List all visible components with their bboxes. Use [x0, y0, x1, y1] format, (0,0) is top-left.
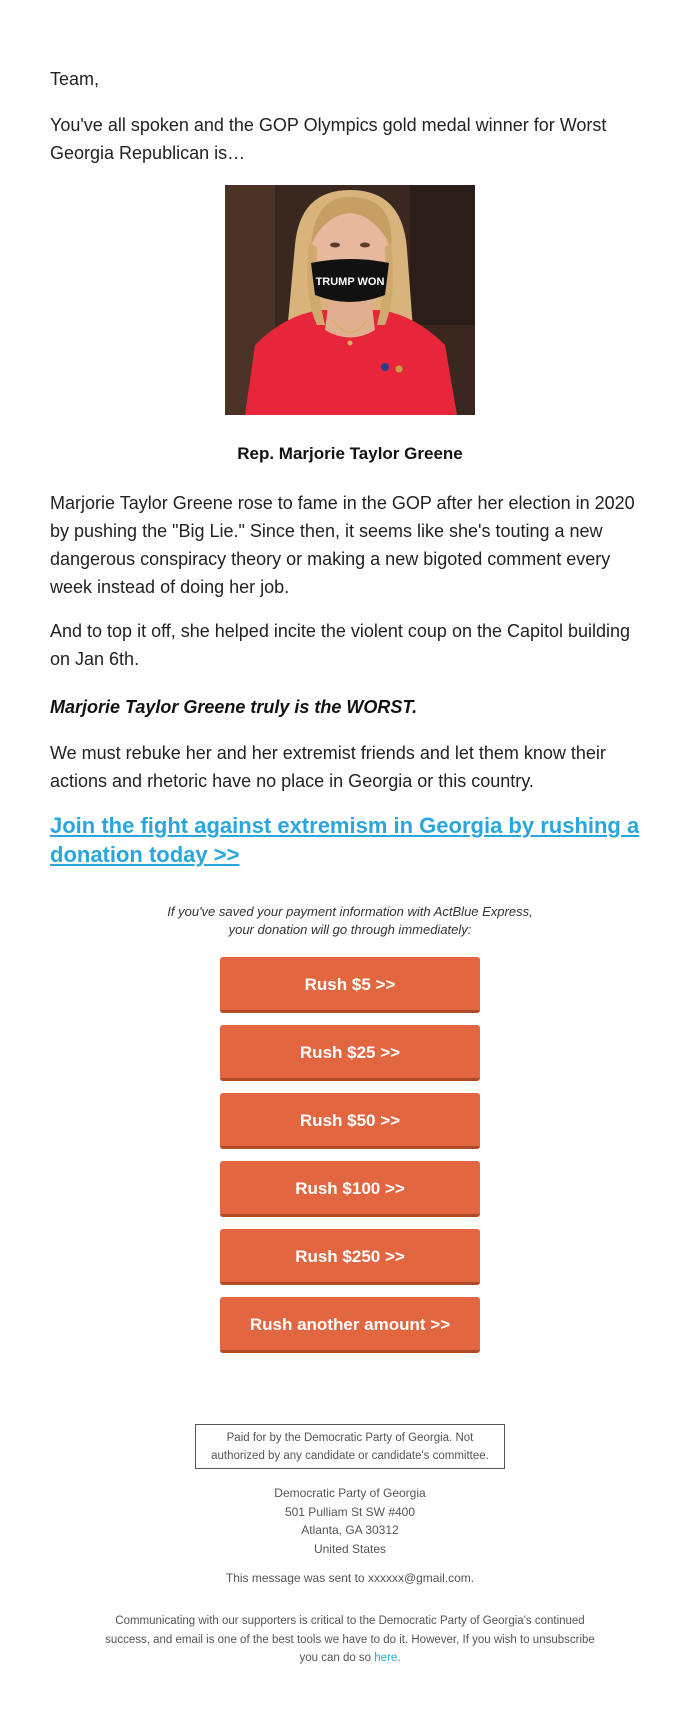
- rush-other-amount-button[interactable]: Rush another amount >>: [220, 1297, 480, 1353]
- address-line: United States: [313, 1541, 387, 1556]
- donate-cta-link[interactable]: Join the fight against extremism in Georgia by rushing a donation today >>: [50, 813, 640, 867]
- unsubscribe-text: Communicating with our supporters is critical to the Democratic Party of Georgia's continued success, and email is one of the best tools we have to do it. However, If you wish to unsubscribe you can do so: [105, 1615, 595, 1664]
- rush-5-button[interactable]: Rush $5 >>: [220, 957, 480, 1013]
- actblue-note-line-2: your donation will go through immediately:: [228, 922, 472, 937]
- address-line: 501 Pulliam St SW #400: [284, 1504, 416, 1519]
- fame-paragraph: Marjorie Taylor Greene rose to fame in the GOP after her election in 2020 by pushing the "Big Lie." Since then, it seems like she's touting a new dangerous conspiracy theory or making a new bigoted comment every week instead of doing her job.: [50, 493, 635, 597]
- unsubscribe-link[interactable]: here: [374, 1652, 398, 1664]
- photo-caption: Rep. Marjorie Taylor Greene: [237, 444, 463, 463]
- intro-paragraph: You've all spoken and the GOP Olympics gold medal winner for Worst Georgia Republican is…: [50, 115, 607, 163]
- rush-50-button[interactable]: Rush $50 >>: [220, 1093, 480, 1149]
- sent-to-notice: [0, 1571, 700, 1585]
- mask-text: TRUMP WON: [315, 276, 385, 288]
- disclaimer-line-1: Paid for by the Democratic Party of Georgia. Not: [226, 1432, 474, 1444]
- address-line: Democratic Party of Georgia: [274, 1486, 426, 1500]
- candidate-photo: [225, 185, 475, 415]
- actblue-note: [0, 903, 700, 939]
- unsubscribe-notice: [95, 1612, 605, 1668]
- rush-25-button[interactable]: Rush $25 >>: [220, 1025, 480, 1081]
- rebuke-paragraph: We must rebuke her and her extremist friends and let them know their actions and rhetoric have no place in Georgia or this country.: [50, 743, 606, 791]
- mailing-address: [0, 1484, 700, 1558]
- greeting: Team,: [50, 69, 100, 89]
- rush-100-button[interactable]: Rush $100 >>: [220, 1161, 480, 1217]
- unsubscribe-end: .: [397, 1652, 401, 1664]
- paid-for-disclaimer: [195, 1424, 505, 1469]
- rush-250-button[interactable]: Rush $250 >>: [220, 1229, 480, 1285]
- sent-prefix: This message was sent to: [225, 1571, 365, 1585]
- portrait-illustration: [225, 185, 475, 415]
- address-line: Atlanta, GA 30312: [301, 1523, 399, 1537]
- coup-paragraph: And to top it off, she helped incite the violent coup on the Capitol building on Jan 6th.: [50, 621, 631, 669]
- disclaimer-line-2: authorized by any candidate or candidate's committee.: [211, 1450, 489, 1462]
- recipient-email: xxxxxx@gmail.com.: [367, 1571, 475, 1585]
- worst-paragraph: Marjorie Taylor Greene truly is the WORST.: [50, 697, 418, 717]
- actblue-note-line-1: If you've saved your payment information with ActBlue Express,: [167, 904, 533, 919]
